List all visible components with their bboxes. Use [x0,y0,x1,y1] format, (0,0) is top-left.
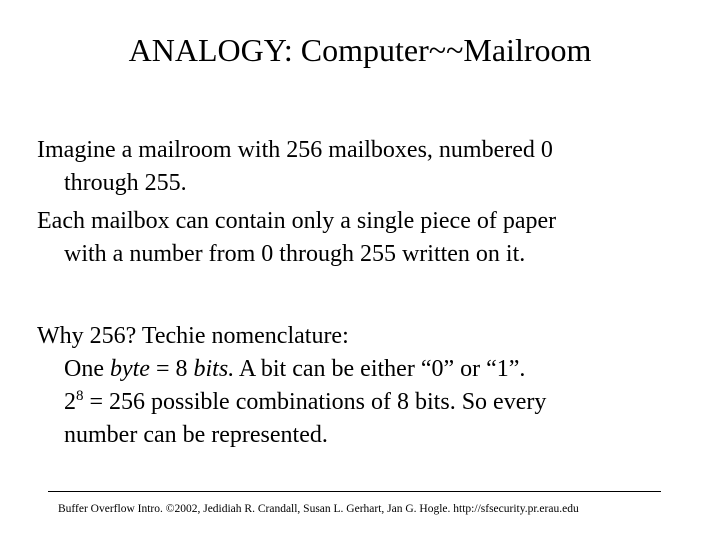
footer-divider [48,491,661,492]
mailroom-line-1: Imagine a mailroom with 256 mailboxes, numbered 0 [37,137,553,163]
byte-definition-line [37,353,697,386]
nomenclature-line-1: Why 256? Techie nomenclature: [37,323,349,349]
mailbox-paragraph [37,205,697,271]
mailroom-line-2: through 255. [64,170,187,196]
represented-line: number can be represented. [64,422,328,448]
combinations-line [37,386,697,419]
byte-text-e: A bit can be either “0” or “1”. [234,356,526,382]
footer-credit: Buffer Overflow Intro. ©2002, Jedidiah R. Crandall, Susan L. Gerhart, Jan G. Hogle. http://sfsecurity.pr.erau.edu [58,503,579,515]
power-base: 2 [64,389,76,415]
combinations-text: = 256 possible combinations of 8 bits. So every [83,389,547,415]
mailbox-line-1: Each mailbox can contain only a single piece of paper [37,208,557,234]
slide-title: ANALOGY: Computer~~Mailroom [128,32,592,68]
nomenclature-paragraph [37,320,697,452]
byte-text-a: One [64,356,110,382]
byte-text-c: = 8 [149,356,194,382]
mailbox-line-2: with a number from 0 through 255 written on it. [64,241,526,267]
power-exponent: 8 [76,388,84,404]
bits-term: bits. [193,356,235,382]
mailroom-paragraph [37,134,697,200]
byte-term: byte [109,356,150,382]
